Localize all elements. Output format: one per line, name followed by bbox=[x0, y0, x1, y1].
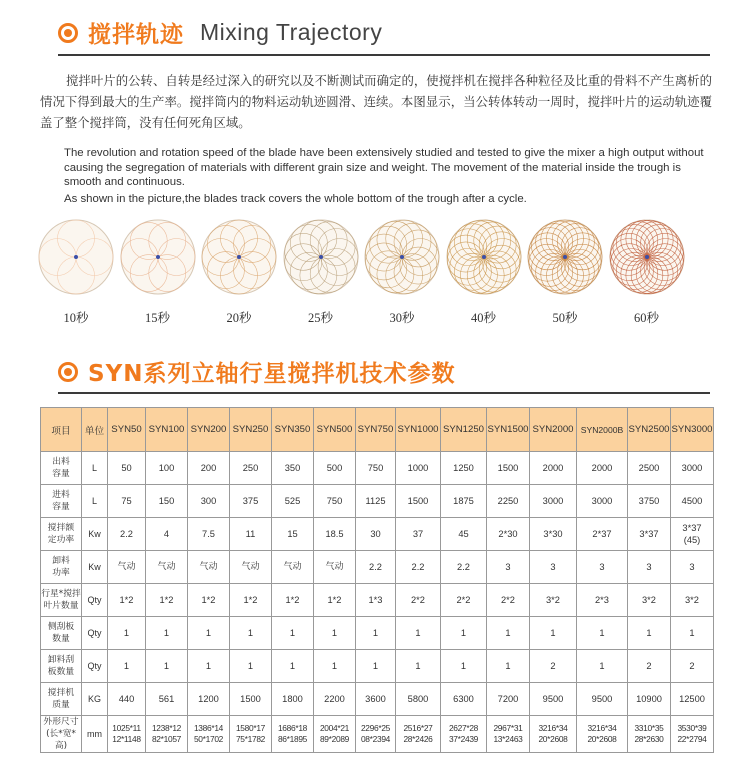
header-model: SYN2000 bbox=[530, 408, 577, 452]
table-cell: 3*2 bbox=[530, 584, 577, 617]
trajectory-circle bbox=[526, 218, 604, 296]
table-cell: 250 bbox=[230, 452, 272, 485]
table-cell: 1580*17 75*1782 bbox=[230, 716, 272, 753]
table-cell: 1025*11 12*1148 bbox=[108, 716, 146, 753]
row-unit: L bbox=[82, 452, 108, 485]
header-model: SYN750 bbox=[356, 408, 396, 452]
table-cell: 45 bbox=[441, 518, 487, 551]
table-cell: 2.2 bbox=[441, 551, 487, 584]
table-cell: 1000 bbox=[396, 452, 441, 485]
table-row bbox=[41, 518, 714, 551]
trajectory-label: 25秒 bbox=[307, 311, 333, 325]
table-cell: 3*2 bbox=[628, 584, 671, 617]
table-cell: 1 bbox=[356, 617, 396, 650]
table-cell: 1*2 bbox=[230, 584, 272, 617]
trajectory-label: 10秒 bbox=[63, 311, 89, 325]
table-cell: 3530*39 22*2794 bbox=[671, 716, 714, 753]
table-cell: 气动 bbox=[230, 551, 272, 584]
table-cell: 3*2 bbox=[671, 584, 714, 617]
header-model: SYN2000B bbox=[577, 408, 628, 452]
table-cell: 3 bbox=[487, 551, 530, 584]
row-label: 进料 容量 bbox=[41, 485, 82, 518]
row-label: 卸料刮 板数量 bbox=[41, 650, 82, 683]
table-cell: 2*37 bbox=[577, 518, 628, 551]
table-cell: 100 bbox=[146, 452, 188, 485]
row-unit: L bbox=[82, 485, 108, 518]
trajectory-item bbox=[36, 218, 116, 326]
table-cell: 561 bbox=[146, 683, 188, 716]
header-model: SYN200 bbox=[188, 408, 230, 452]
table-cell: 2500 bbox=[628, 452, 671, 485]
intro-paragraph-cn: 搅拌叶片的公转、自转是经过深入的研究以及不断测试而确定的，使搅拌机在搅拌各种粒径及比重的骨料不产生离析的情况下得到最大的生产率。搅拌筒内的物料运动轨迹圆滑、连续。本图显示，当公转体转动一周时，搅拌叶片的运动轨迹覆盖了整个搅拌筒，没有任何死角区域。 bbox=[40, 73, 712, 130]
table-cell: 50 bbox=[108, 452, 146, 485]
table-cell: 2250 bbox=[487, 485, 530, 518]
table-cell: 1200 bbox=[188, 683, 230, 716]
table-cell: 2296*25 08*2394 bbox=[356, 716, 396, 753]
row-unit: mm bbox=[82, 716, 108, 753]
table-cell: 1*2 bbox=[314, 584, 356, 617]
table-cell: 500 bbox=[314, 452, 356, 485]
table-cell: 2627*28 37*2439 bbox=[441, 716, 487, 753]
table-cell: 1250 bbox=[441, 452, 487, 485]
table-cell: 3310*35 28*2630 bbox=[628, 716, 671, 753]
table-row bbox=[41, 551, 714, 584]
header-model: SYN350 bbox=[272, 408, 314, 452]
header-unit: 单位 bbox=[82, 408, 108, 452]
trajectory-circle bbox=[200, 218, 278, 296]
table-cell: 4500 bbox=[671, 485, 714, 518]
table-cell: 3600 bbox=[356, 683, 396, 716]
table-cell: 1 bbox=[272, 650, 314, 683]
table-cell: 2004*21 89*2089 bbox=[314, 716, 356, 753]
table-cell: 15 bbox=[272, 518, 314, 551]
table-cell: 2 bbox=[671, 650, 714, 683]
table-cell: 1 bbox=[272, 617, 314, 650]
trajectory-item bbox=[281, 218, 361, 326]
table-cell: 1 bbox=[441, 617, 487, 650]
header-model: SYN1500 bbox=[487, 408, 530, 452]
table-cell: 300 bbox=[188, 485, 230, 518]
header-model: SYN3000 bbox=[671, 408, 714, 452]
table-cell: 2000 bbox=[577, 452, 628, 485]
table-cell: 750 bbox=[314, 485, 356, 518]
table-cell: 1 bbox=[487, 617, 530, 650]
table-cell: 1800 bbox=[272, 683, 314, 716]
table-cell: 7.5 bbox=[188, 518, 230, 551]
trajectory-circle bbox=[119, 218, 197, 296]
table-cell: 12500 bbox=[671, 683, 714, 716]
table-cell: 1 bbox=[314, 650, 356, 683]
table-cell: 525 bbox=[272, 485, 314, 518]
heading-cn: 搅拌轨迹 bbox=[88, 22, 184, 48]
table-cell: 3750 bbox=[628, 485, 671, 518]
header-item: 项目 bbox=[41, 408, 82, 452]
table-cell: 3000 bbox=[671, 452, 714, 485]
table-cell: 6300 bbox=[441, 683, 487, 716]
table-cell: 75 bbox=[108, 485, 146, 518]
spec-heading bbox=[58, 355, 455, 388]
row-unit: Qty bbox=[82, 584, 108, 617]
header-model: SYN50 bbox=[108, 408, 146, 452]
intro-en-2: As shown in the picture,the blades track covers the whole bottom of the trough after a cycle. bbox=[64, 192, 527, 205]
spec-heading-text: SYN系列立轴行星搅拌机技术参数 bbox=[88, 361, 456, 387]
table-cell: 3*37 bbox=[628, 518, 671, 551]
spec-heading-divider bbox=[58, 392, 710, 394]
table-cell: 1386*14 50*1702 bbox=[188, 716, 230, 753]
table-cell: 9500 bbox=[577, 683, 628, 716]
table-cell: 1 bbox=[230, 650, 272, 683]
row-unit: Qty bbox=[82, 617, 108, 650]
table-cell: 2*3 bbox=[577, 584, 628, 617]
table-cell: 18.5 bbox=[314, 518, 356, 551]
trajectory-circle bbox=[282, 218, 360, 296]
table-cell: 2*30 bbox=[487, 518, 530, 551]
trajectory-item bbox=[199, 218, 279, 326]
table-row bbox=[41, 584, 714, 617]
table-cell: 气动 bbox=[188, 551, 230, 584]
table-cell: 2*2 bbox=[487, 584, 530, 617]
table-cell: 30 bbox=[356, 518, 396, 551]
table-cell: 1238*12 82*1057 bbox=[146, 716, 188, 753]
table-row bbox=[41, 617, 714, 650]
heading-en: Mixing Trajectory bbox=[200, 19, 383, 45]
table-cell: 1125 bbox=[356, 485, 396, 518]
table-cell: 1 bbox=[146, 617, 188, 650]
row-unit: Kw bbox=[82, 518, 108, 551]
trajectory-item bbox=[118, 218, 198, 326]
table-cell: 750 bbox=[356, 452, 396, 485]
trajectory-gallery bbox=[36, 218, 716, 328]
table-cell: 37 bbox=[396, 518, 441, 551]
row-label: 侧刮板 数量 bbox=[41, 617, 82, 650]
table-cell: 2000 bbox=[530, 452, 577, 485]
table-cell: 1*2 bbox=[146, 584, 188, 617]
table-cell: 2*2 bbox=[441, 584, 487, 617]
table-cell: 2.2 bbox=[108, 518, 146, 551]
table-cell: 2967*31 13*2463 bbox=[487, 716, 530, 753]
table-cell: 3 bbox=[628, 551, 671, 584]
table-cell: 1 bbox=[108, 650, 146, 683]
table-cell: 3 bbox=[530, 551, 577, 584]
table-cell: 7200 bbox=[487, 683, 530, 716]
table-cell: 4 bbox=[146, 518, 188, 551]
trajectory-label: 20秒 bbox=[226, 311, 252, 325]
table-cell: 1 bbox=[441, 650, 487, 683]
spec-table bbox=[40, 407, 714, 753]
row-unit: Kw bbox=[82, 551, 108, 584]
table-cell: 1686*18 86*1895 bbox=[272, 716, 314, 753]
table-cell: 1 bbox=[188, 650, 230, 683]
table-row bbox=[41, 485, 714, 518]
table-cell: 1 bbox=[577, 650, 628, 683]
table-cell: 1 bbox=[628, 617, 671, 650]
table-cell: 11 bbox=[230, 518, 272, 551]
row-label: 行星*搅拌 叶片数量 bbox=[41, 584, 82, 617]
trajectory-item bbox=[444, 218, 524, 326]
table-cell: 1*3 bbox=[356, 584, 396, 617]
header-model: SYN2500 bbox=[628, 408, 671, 452]
row-label: 搅拌机 质量 bbox=[41, 683, 82, 716]
table-cell: 3 bbox=[577, 551, 628, 584]
table-cell: 1 bbox=[188, 617, 230, 650]
table-cell: 气动 bbox=[146, 551, 188, 584]
table-cell: 1875 bbox=[441, 485, 487, 518]
table-cell: 1 bbox=[530, 617, 577, 650]
row-label: 外形尺寸 (长*宽*高) bbox=[41, 716, 82, 753]
row-label: 出料 容量 bbox=[41, 452, 82, 485]
row-unit: KG bbox=[82, 683, 108, 716]
table-row bbox=[41, 650, 714, 683]
intro-en-1: The revolution and rotation speed of the blade have been extensively studied and tested to give the mixer a high output without causing the segregation of materials with different grain size and weight. The movement of the material inside the trough is smooth and continuous. bbox=[64, 147, 704, 188]
trajectory-item bbox=[525, 218, 605, 326]
table-cell: 2.2 bbox=[356, 551, 396, 584]
table-cell: 3*37 (45) bbox=[671, 518, 714, 551]
row-label: 卸料 功率 bbox=[41, 551, 82, 584]
table-cell: 1 bbox=[230, 617, 272, 650]
table-cell: 1500 bbox=[396, 485, 441, 518]
table-cell: 1500 bbox=[230, 683, 272, 716]
table-cell: 3*30 bbox=[530, 518, 577, 551]
trajectory-label: 40秒 bbox=[470, 311, 496, 325]
trajectory-item bbox=[362, 218, 442, 326]
table-cell: 1 bbox=[396, 617, 441, 650]
table-cell: 1 bbox=[146, 650, 188, 683]
table-cell: 2 bbox=[530, 650, 577, 683]
table-cell: 375 bbox=[230, 485, 272, 518]
trajectory-circle bbox=[37, 218, 115, 296]
header-model: SYN500 bbox=[314, 408, 356, 452]
table-cell: 气动 bbox=[272, 551, 314, 584]
table-cell: 3000 bbox=[530, 485, 577, 518]
table-cell: 气动 bbox=[108, 551, 146, 584]
table-cell: 3216*34 20*2608 bbox=[530, 716, 577, 753]
mixing-trajectory-heading bbox=[58, 16, 382, 49]
table-cell: 1 bbox=[356, 650, 396, 683]
trajectory-label: 60秒 bbox=[633, 311, 659, 325]
table-cell: 1 bbox=[108, 617, 146, 650]
table-cell: 1*2 bbox=[272, 584, 314, 617]
table-cell: 9500 bbox=[530, 683, 577, 716]
orange-bullet-icon bbox=[58, 23, 78, 43]
table-cell: 1 bbox=[487, 650, 530, 683]
row-unit: Qty bbox=[82, 650, 108, 683]
table-cell: 350 bbox=[272, 452, 314, 485]
table-cell: 1 bbox=[396, 650, 441, 683]
table-cell: 5800 bbox=[396, 683, 441, 716]
table-row bbox=[41, 683, 714, 716]
table-cell: 3 bbox=[671, 551, 714, 584]
header-model: SYN1250 bbox=[441, 408, 487, 452]
table-cell: 2 bbox=[628, 650, 671, 683]
intro-paragraph-en bbox=[40, 146, 712, 206]
trajectory-circle bbox=[608, 218, 686, 296]
table-cell: 1500 bbox=[487, 452, 530, 485]
table-cell: 3216*34 20*2608 bbox=[577, 716, 628, 753]
table-cell: 气动 bbox=[314, 551, 356, 584]
table-cell: 1 bbox=[314, 617, 356, 650]
table-cell: 440 bbox=[108, 683, 146, 716]
table-cell: 150 bbox=[146, 485, 188, 518]
table-row bbox=[41, 452, 714, 485]
table-cell: 1*2 bbox=[188, 584, 230, 617]
spec-header-row bbox=[41, 408, 714, 452]
table-cell: 2200 bbox=[314, 683, 356, 716]
trajectory-label: 30秒 bbox=[389, 311, 415, 325]
header-model: SYN250 bbox=[230, 408, 272, 452]
table-row bbox=[41, 716, 714, 753]
heading-divider bbox=[58, 54, 710, 56]
row-label: 搅拌额 定功率 bbox=[41, 518, 82, 551]
table-cell: 2*2 bbox=[396, 584, 441, 617]
trajectory-label: 15秒 bbox=[144, 311, 170, 325]
trajectory-item bbox=[607, 218, 687, 326]
trajectory-circle bbox=[363, 218, 441, 296]
table-cell: 1 bbox=[577, 617, 628, 650]
trajectory-circle bbox=[445, 218, 523, 296]
table-cell: 1*2 bbox=[108, 584, 146, 617]
table-cell: 200 bbox=[188, 452, 230, 485]
trajectory-label: 50秒 bbox=[552, 311, 578, 325]
orange-bullet-icon bbox=[58, 362, 78, 382]
table-cell: 3000 bbox=[577, 485, 628, 518]
table-cell: 2.2 bbox=[396, 551, 441, 584]
table-cell: 10900 bbox=[628, 683, 671, 716]
table-cell: 1 bbox=[671, 617, 714, 650]
header-model: SYN1000 bbox=[396, 408, 441, 452]
header-model: SYN100 bbox=[146, 408, 188, 452]
table-cell: 2516*27 28*2426 bbox=[396, 716, 441, 753]
